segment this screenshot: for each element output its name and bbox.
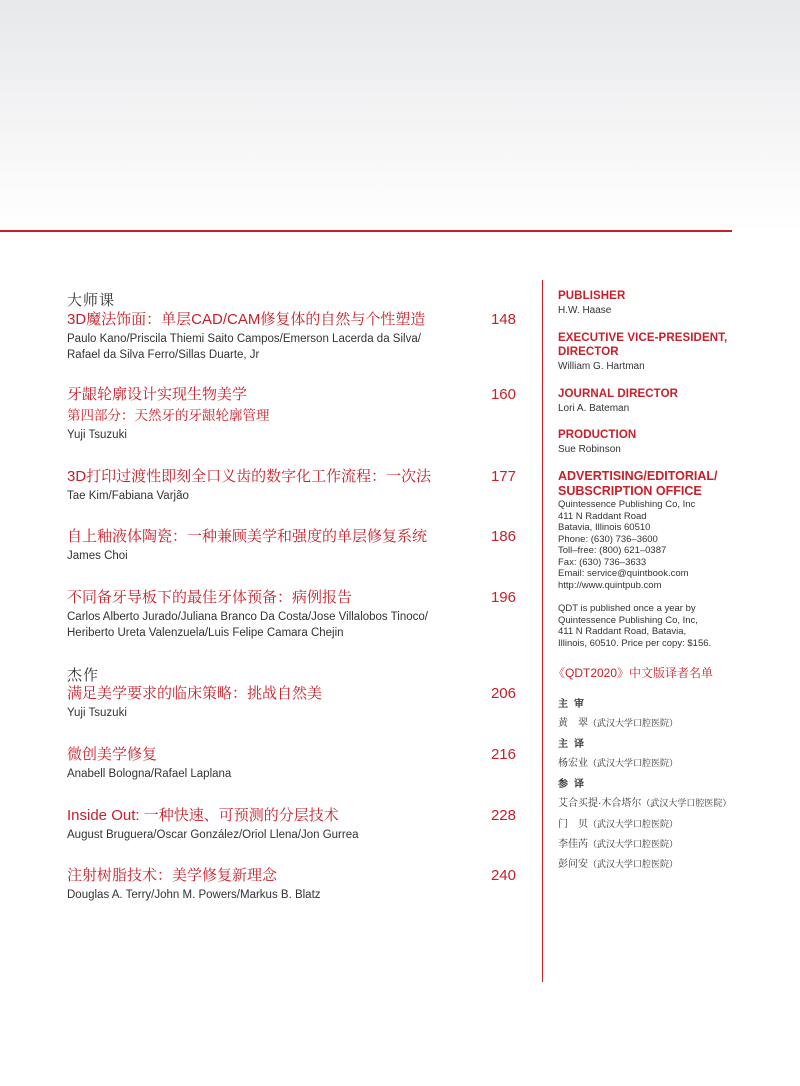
reviewer-name: 黄 翠	[558, 718, 588, 729]
toc-entry[interactable]	[67, 806, 519, 843]
participant-name: 彭问安	[558, 859, 588, 870]
office-website[interactable]: http://www.quintpub.com	[558, 579, 662, 591]
participant-credit	[558, 818, 678, 831]
toc-entry-title: 3D打印过渡性即刻全口义齿的数字化工作流程：一次法	[67, 468, 432, 485]
toc-entry[interactable]	[67, 745, 519, 782]
toc-entry-authors: Yuji Tsuzuki	[67, 429, 127, 441]
header-band	[0, 0, 800, 232]
participant-affiliation: （武汉大学口腔医院）	[641, 798, 732, 808]
toc-entry-authors: James Choi	[67, 550, 128, 562]
toc-entry-authors: Heriberto Ureta Valenzuela/Luis Felipe Camara Chejin	[67, 627, 344, 639]
participant-credit	[558, 838, 678, 851]
masthead-office	[558, 469, 758, 591]
production-name: Sue Robinson	[558, 444, 621, 455]
publisher-name: H.W. Haase	[558, 305, 612, 316]
toc-entry-title: 牙龈轮廓设计实现生物美学	[67, 386, 248, 403]
toc-entry-page: 148	[490, 311, 516, 328]
toc-entry-authors: Carlos Alberto Jurado/Juliana Branco Da Costa/Jose Villalobos Tinoco/	[67, 611, 428, 623]
office-line: Phone: (630) 736–3600	[558, 533, 658, 545]
toc-entry-page: 196	[490, 589, 516, 606]
office-line: Batavia, Illinois 60510	[558, 522, 651, 533]
chief-translator-credit	[558, 757, 678, 770]
toc-entry[interactable]	[67, 467, 519, 504]
toc-entry[interactable]	[67, 866, 519, 903]
journal-director-name: Lori A. Bateman	[558, 403, 630, 414]
participant-affiliation: （武汉大学口腔医院）	[588, 839, 679, 849]
participant-affiliation: （武汉大学口腔医院）	[588, 819, 679, 829]
toc-entry-authors: Paulo Kano/Priscila Thiemi Saito Campos/Emerson Lacerda da Silva/	[67, 333, 421, 345]
section-heading-masterpiece: 杰作	[67, 667, 100, 684]
toc-entry-page: 216	[490, 746, 516, 763]
toc-entry[interactable]	[67, 310, 519, 363]
toc-entry-title: 不同备牙导板下的最佳牙体预备：病例报告	[67, 589, 353, 606]
evp-label: EXECUTIVE VICE-PRESIDENT,	[558, 332, 728, 344]
toc-entry[interactable]	[67, 527, 519, 564]
chief-translator-role: 主译	[558, 739, 590, 750]
toc-entry-authors: Rafael da Silva Ferro/Sillas Duarte, Jr	[67, 349, 260, 361]
toc-entry-title: 3D魔法饰面：单层CAD/CAM修复体的自然与个性塑造	[67, 311, 426, 328]
production-label: PRODUCTION	[558, 429, 637, 441]
participant-name: 李佳芮	[558, 839, 588, 850]
participant-name: 门 贝	[558, 819, 588, 830]
toc-entry[interactable]	[67, 684, 519, 721]
masthead-evp	[558, 331, 758, 373]
toc-entry-authors: Douglas A. Terry/John M. Powers/Markus B. Blatz	[67, 889, 321, 901]
toc-entry-title: 注射树脂技术：美学修复新理念	[67, 867, 278, 884]
chief-translator-name: 杨宏业	[558, 758, 588, 769]
office-label: ADVERTISING/EDITORIAL/	[558, 469, 718, 483]
section-heading-masterclass: 大师课	[67, 292, 116, 309]
toc-entry-page: 228	[490, 807, 516, 824]
office-email[interactable]: Email: service@quintbook.com	[558, 568, 689, 579]
reviewer-credit	[558, 717, 678, 730]
reviewer-affiliation: （武汉大学口腔医院）	[588, 718, 679, 728]
toc-entry-title: 微创美学修复	[67, 746, 158, 763]
notice-line: QDT is published once a year by	[558, 603, 696, 614]
toc-entry-title: 自上釉液体陶瓷：一种兼顾美学和强度的单层修复系统	[67, 528, 428, 545]
masthead-publisher	[558, 289, 758, 317]
toc-entry[interactable]	[67, 385, 519, 443]
toc-entry-page: 160	[490, 386, 516, 403]
journal-director-label: JOURNAL DIRECTOR	[558, 388, 679, 400]
chief-translator-affiliation: （武汉大学口腔医院）	[588, 758, 679, 768]
notice-line: Illinois, 60510. Price per copy: $156.	[558, 637, 712, 649]
office-line: Quintessence Publishing Co, Inc	[558, 499, 696, 510]
publication-notice	[558, 603, 758, 649]
reviewer-role: 主审	[558, 699, 590, 710]
masthead-journal-director	[558, 387, 758, 415]
toc-entry-authors: August Bruguera/Oscar González/Oriol Llena/Jon Gurrea	[67, 829, 359, 841]
toc-entry-page: 177	[490, 468, 516, 485]
office-line: Fax: (630) 736–3633	[558, 556, 647, 568]
horizontal-rule	[0, 230, 732, 232]
toc-entry-authors: Yuji Tsuzuki	[67, 707, 127, 719]
toc-entry-title: Inside Out: 一种快速、可预测的分层技术	[67, 807, 339, 824]
toc-entry-authors: Anabell Bologna/Rafael Laplana	[67, 768, 232, 780]
toc-entry-page: 206	[490, 685, 516, 702]
participants-role: 参译	[558, 779, 590, 790]
toc-entry-title: 满足美学要求的临床策略：挑战自然美	[67, 685, 323, 702]
participant-name: 艾合买提·木合塔尔	[558, 798, 642, 809]
office-line: 411 N Raddant Road	[558, 510, 647, 522]
participant-credit	[558, 797, 731, 810]
toc-entry-page: 186	[490, 528, 516, 545]
evp-name: William G. Hartman	[558, 361, 645, 372]
translators-title: 《QDT2020》中文版译者名单	[553, 666, 714, 680]
office-line: Toll–free: (800) 621–0387	[558, 545, 667, 556]
toc-entry[interactable]	[67, 588, 519, 641]
toc-entry-page: 240	[490, 867, 516, 884]
notice-line: Quintessence Publishing Co, Inc,	[558, 614, 698, 626]
masthead-production	[558, 428, 758, 456]
publisher-label: PUBLISHER	[558, 290, 626, 302]
office-label-line2: SUBSCRIPTION OFFICE	[558, 484, 702, 498]
participant-affiliation: （武汉大学口腔医院）	[588, 859, 679, 869]
toc-entry-authors: Tae Kim/Fabiana Varjão	[67, 490, 189, 502]
toc-entry-subtitle: 第四部分：天然牙的牙龈轮廓管理	[67, 408, 270, 423]
notice-line: 411 N Raddant Road, Batavia,	[558, 626, 687, 637]
vertical-rule	[542, 280, 543, 982]
evp-label-line2: DIRECTOR	[558, 346, 619, 358]
participant-credit	[558, 858, 678, 871]
